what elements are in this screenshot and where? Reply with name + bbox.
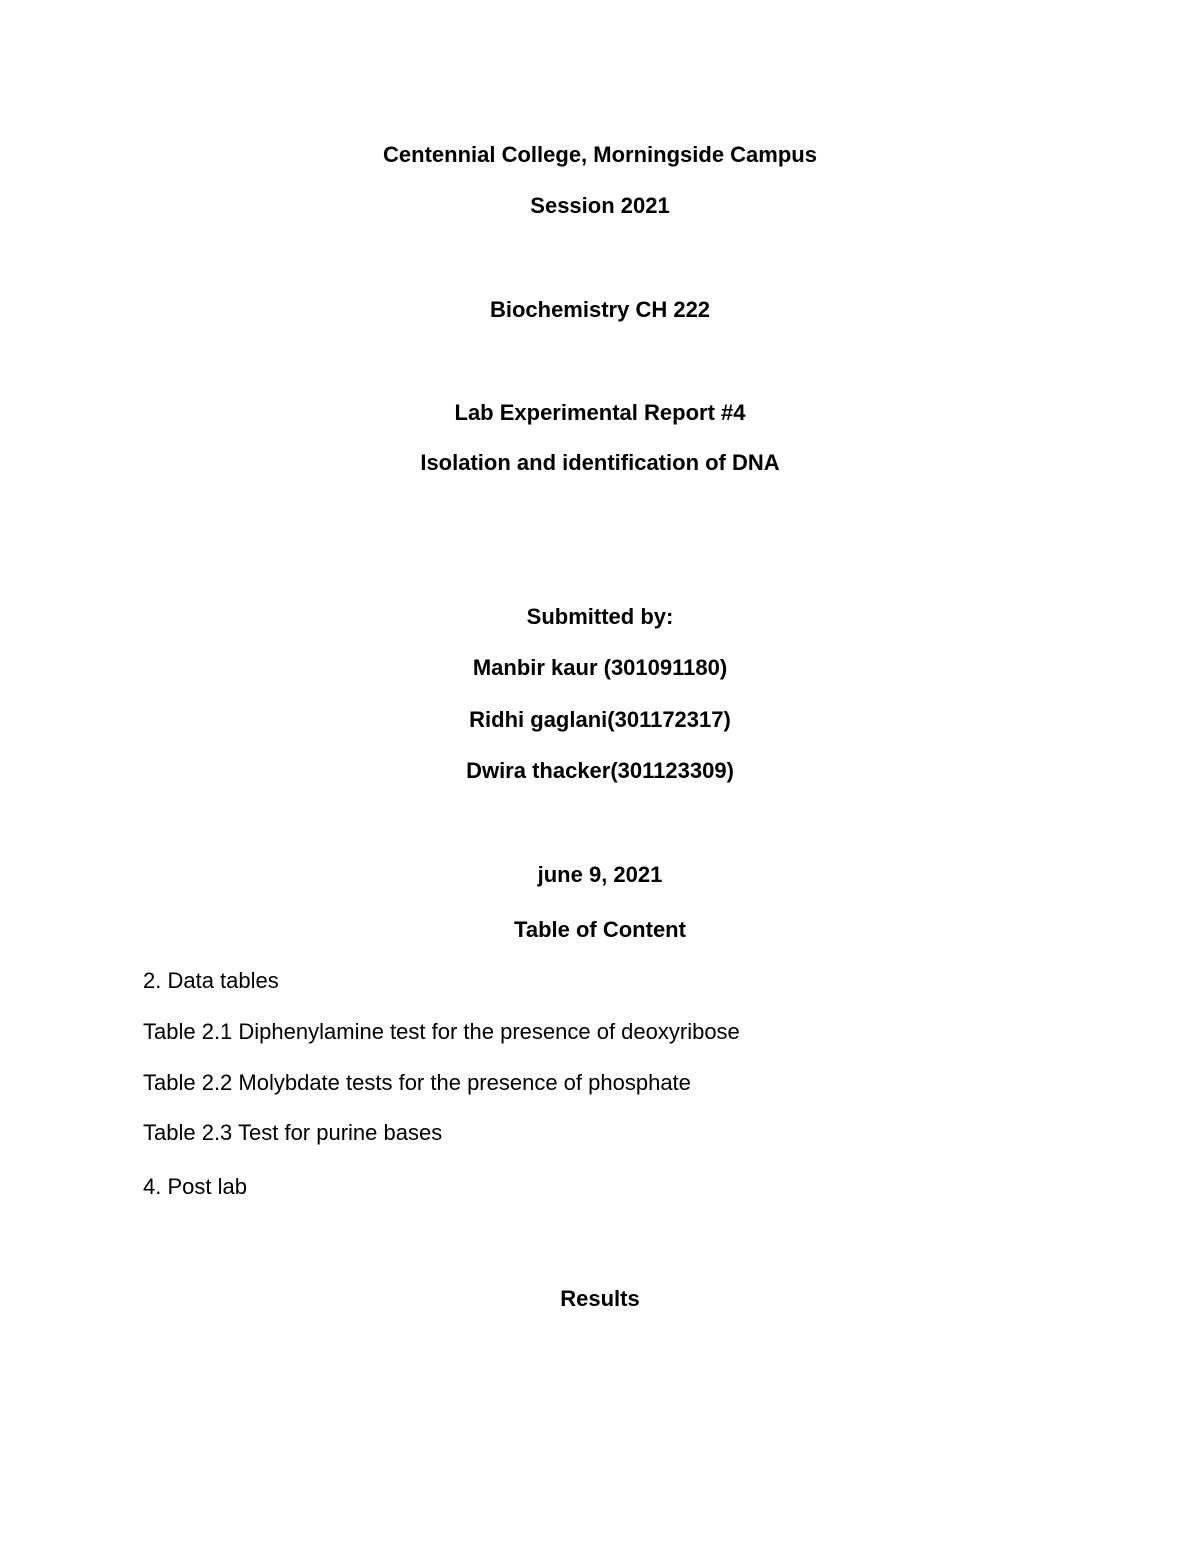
toc-item: Table 2.2 Molybdate tests for the presence of phosphate [143,1070,691,1095]
institution-name: Centennial College, Morningside Campus [383,142,817,167]
report-date: june 9, 2021 [537,862,663,887]
toc-item: 4. Post lab [143,1174,247,1199]
submitted-by-label: Submitted by: [526,604,674,629]
results-heading: Results [560,1286,640,1311]
toc-heading: Table of Content [514,917,686,942]
toc-item: Table 2.1 Diphenylamine test for the presence of deoxyribose [143,1019,740,1044]
report-number: Lab Experimental Report #4 [454,400,746,425]
author-3: Dwira thacker(301123309) [466,758,734,783]
report-title: Isolation and identification of DNA [420,450,780,475]
toc-item: Table 2.3 Test for purine bases [143,1120,443,1145]
course-name: Biochemistry CH 222 [489,297,711,322]
session-label: Session 2021 [530,193,670,218]
author-1: Manbir kaur (301091180) [472,655,728,680]
toc-item: 2. Data tables [143,968,279,993]
author-2: Ridhi gaglani(301172317) [469,707,731,732]
